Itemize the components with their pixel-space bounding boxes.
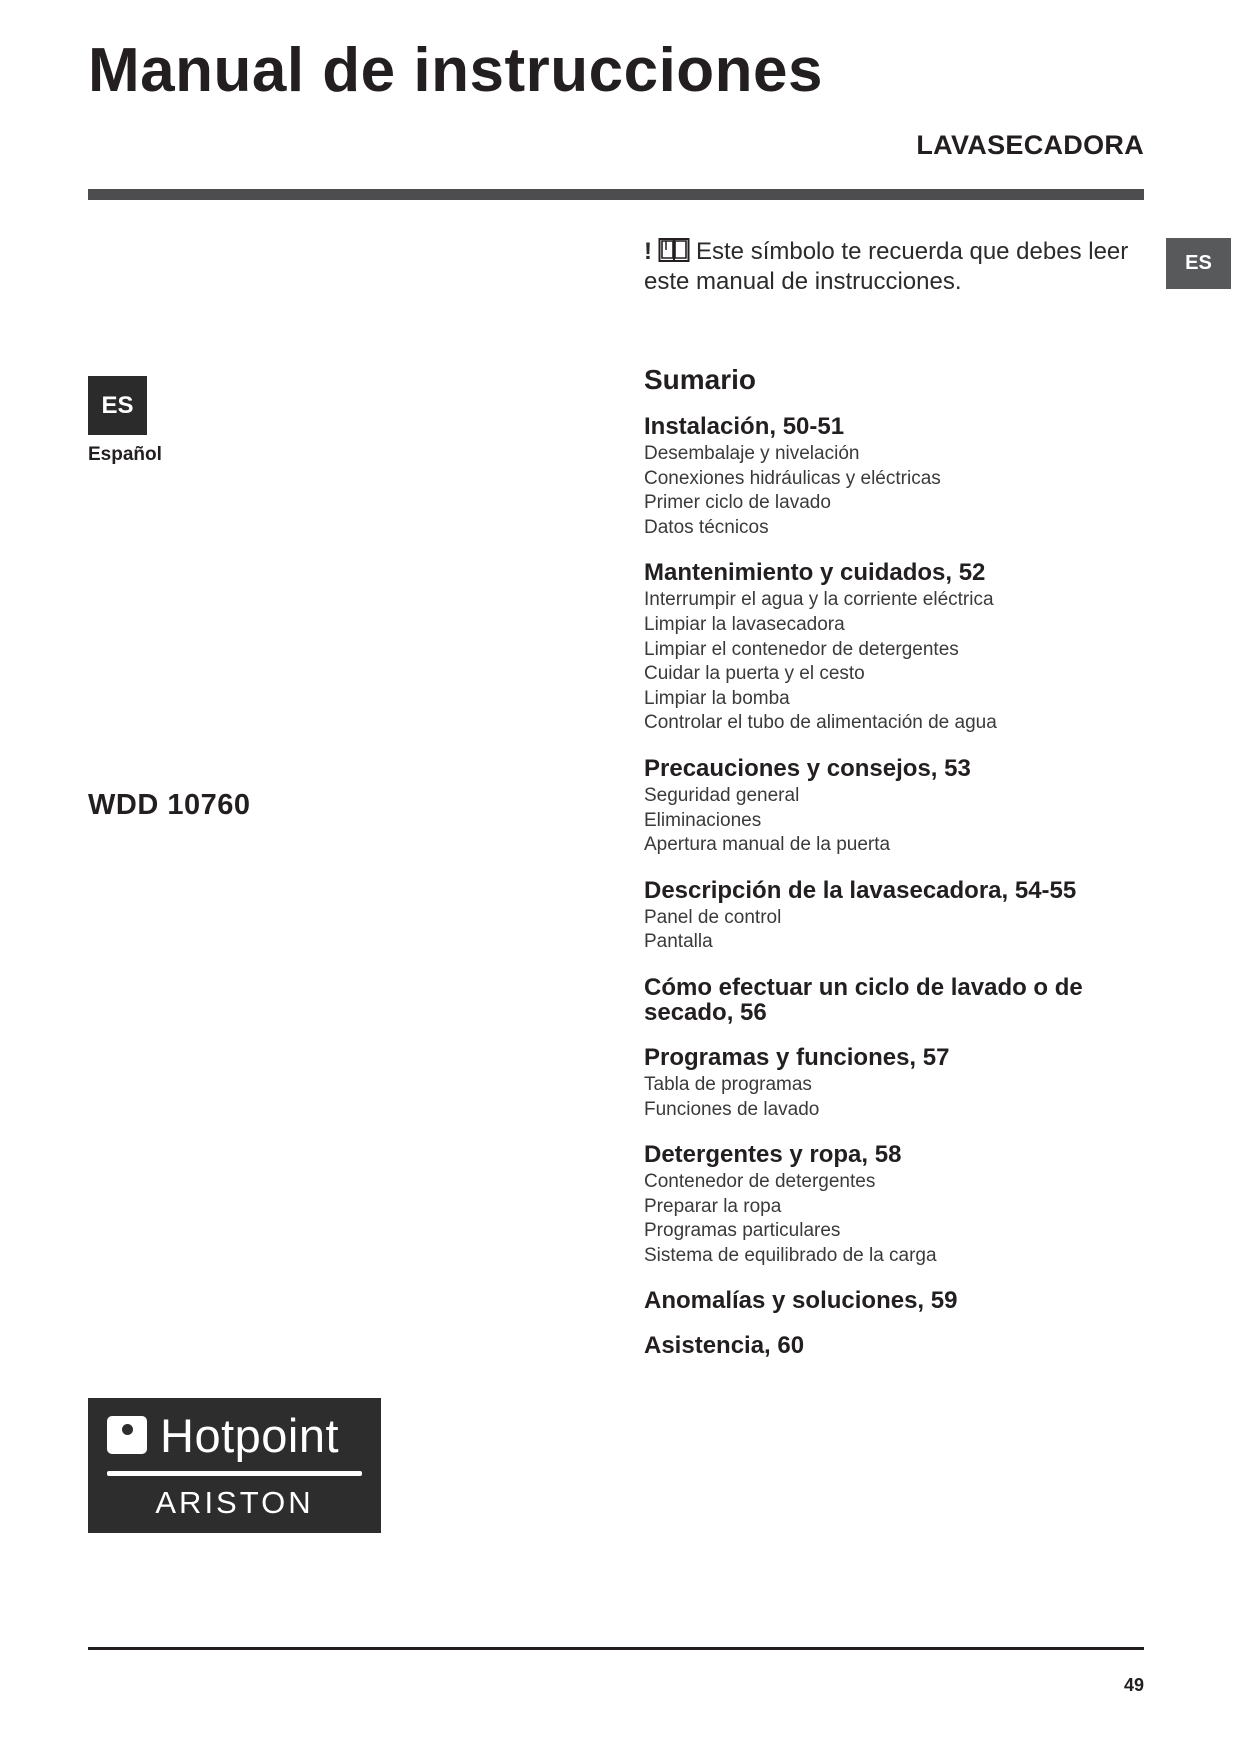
- toc-section: [644, 1142, 1144, 1268]
- model-number: WDD 10760: [88, 789, 251, 821]
- book-icon: [658, 236, 690, 264]
- toc-item: Controlar el tubo de alimentación de agua: [644, 712, 997, 734]
- toc-section-title: Precauciones y consejos, 53: [644, 754, 971, 782]
- toc-item: Seguridad general: [644, 784, 800, 806]
- toc-item: Preparar la ropa: [644, 1195, 782, 1217]
- toc-section: [644, 1288, 1144, 1313]
- footer-divider: [88, 1647, 1144, 1650]
- language-name: Español: [88, 444, 162, 465]
- logo-sub-text: ARISTON: [155, 1485, 314, 1520]
- language-badge: ES: [88, 376, 147, 435]
- toc-item: Programas particulares: [644, 1220, 841, 1242]
- toc-item: Interrumpir el agua y la corriente eléctrica: [644, 589, 994, 611]
- toc-heading: Sumario: [644, 364, 757, 395]
- toc-section: [644, 975, 1144, 1025]
- toc-section-title: Anomalías y soluciones, 59: [644, 1287, 958, 1315]
- toc-section: [644, 1333, 1144, 1358]
- language-side-tab: ES: [1166, 238, 1231, 289]
- toc-item: Limpiar la lavasecadora: [644, 613, 845, 635]
- toc-item: Contenedor de detergentes: [644, 1171, 876, 1193]
- toc-item: Pantalla: [644, 931, 713, 953]
- brand-logo: [88, 1398, 381, 1533]
- toc-item: Conexiones hidráulicas y eléctricas: [644, 467, 941, 489]
- toc-section-title: Cómo efectuar un ciclo de lavado o de secado, 56: [644, 973, 1083, 1026]
- toc-section: [644, 414, 1144, 540]
- logo-divider: [107, 1471, 362, 1476]
- toc-item: Funciones de lavado: [644, 1098, 820, 1120]
- toc-section: [644, 756, 1144, 858]
- toc-item: Limpiar la bomba: [644, 687, 790, 709]
- toc-section-title: Instalación, 50-51: [644, 413, 845, 440]
- toc-item: Apertura manual de la puerta: [644, 834, 891, 856]
- toc-section-title: Programas y funciones, 57: [644, 1043, 950, 1071]
- toc-item: Primer ciclo de lavado: [644, 492, 831, 514]
- document-title: Manual de instrucciones: [88, 36, 824, 105]
- toc-item: Eliminaciones: [644, 809, 762, 831]
- toc-item: Datos técnicos: [644, 516, 769, 538]
- page-number: 49: [1123, 1675, 1144, 1695]
- toc-item: Desembalaje y nivelación: [644, 443, 860, 464]
- toc-item: Sistema de equilibrado de la carga: [644, 1244, 937, 1266]
- read-manual-text: Este símbolo te recuerda que debes leer este manual de instrucciones.: [644, 238, 1129, 295]
- toc-item: Panel de control: [644, 906, 782, 928]
- toc-section: [644, 560, 1144, 736]
- toc-section: [644, 878, 1144, 955]
- toc-item: Cuidar la puerta y el cesto: [644, 663, 865, 685]
- toc-section: [644, 1045, 1144, 1122]
- table-of-contents: [644, 364, 1144, 1378]
- logo-mark-icon: [107, 1416, 147, 1454]
- header-divider: [88, 189, 1144, 200]
- read-manual-note: [644, 236, 1144, 297]
- toc-section-title: Descripción de la lavasecadora, 54-55: [644, 876, 1077, 904]
- toc-section-title: Detergentes y ropa, 58: [644, 1141, 902, 1169]
- toc-item: Limpiar el contenedor de detergentes: [644, 638, 959, 660]
- toc-item: Tabla de programas: [644, 1073, 812, 1095]
- toc-section-title: Asistencia, 60: [644, 1332, 805, 1360]
- logo-brand-text: Hotpoint: [160, 1409, 340, 1462]
- document-subtitle: LAVASECADORA: [916, 130, 1144, 160]
- toc-section-title: Mantenimiento y cuidados, 52: [644, 559, 986, 587]
- toc-sections: [644, 414, 1144, 1358]
- exclamation-mark: !: [644, 238, 652, 265]
